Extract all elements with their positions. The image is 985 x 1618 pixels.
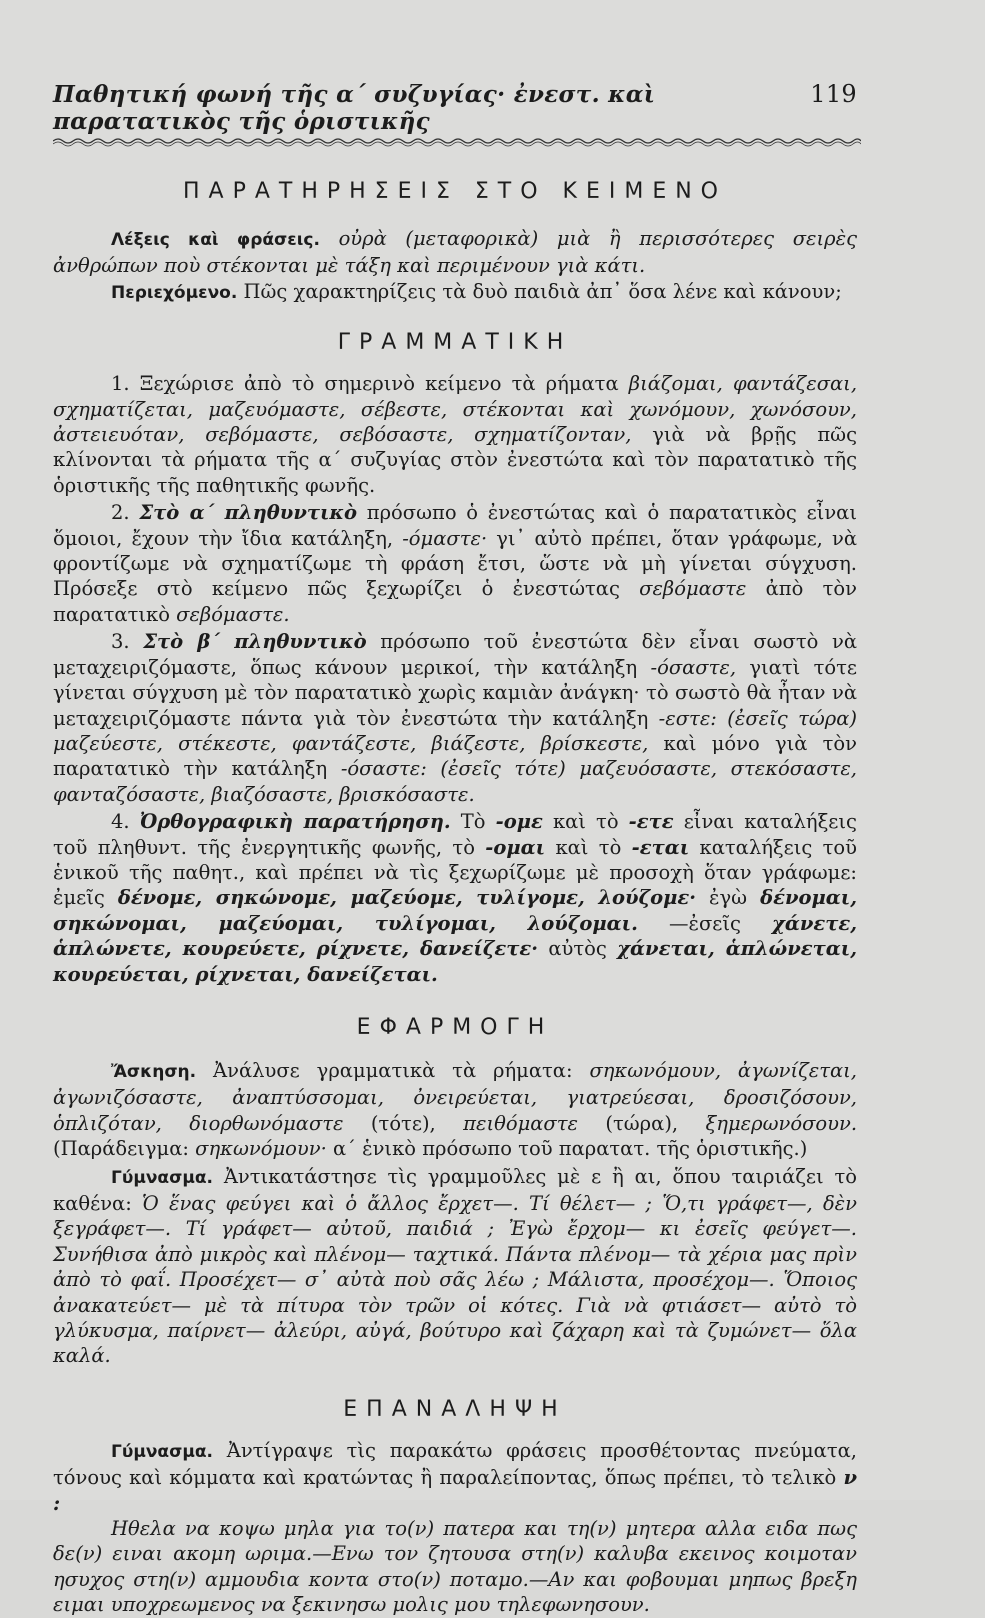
- verb-list: σηκωνόμουν, ἀγωνίζεται, ἀγωνιζόσαστε, ἀναπτύσσομαι, ὀνειρεύεται, γιατρεύεσαι, δροσιζόσουν, ὁπλιζόταν, διορθωνόμαστε: [53, 1058, 857, 1135]
- words-paragraph: [53, 226, 857, 279]
- content-paragraph: [53, 279, 857, 306]
- section-title-observations: ΠΑΡΑΤΗΡΗΣΕΙΣ ΣΤΟ ΚΕΙΜΕΝΟ: [182, 179, 727, 204]
- drill-paragraph: [53, 1164, 857, 1369]
- paragraph-label: Στὸ α΄ πληθυντικὸ: [139, 501, 358, 525]
- paragraph-text: καὶ μόνο γιὰ τὸν παρατατικὸ τὴν κατάληξη: [53, 731, 857, 781]
- drill-label: Γύμνασμα.: [111, 1167, 213, 1188]
- words-text: οὐρὰ (μεταφορικὰ) μιὰ ἢ περισσότερες σειρὲς ἀνθρώπων ποὺ στέκονται μὲ τάξη καὶ περιμένουν γιὰ κάτι.: [53, 227, 857, 278]
- exercise-label: Ἄσκηση.: [111, 1061, 197, 1082]
- content-text: Πῶς χαρακτηρίζεις τὰ δυὸ παιδιὰ ἀπ᾿ ὅσα λένε καὶ κάνουν;: [243, 279, 842, 303]
- paragraph-text: Ἀντίγραψε τὶς παρακάτω φράσεις προσθέτοντας πνεύματα, τόνους καὶ κόμματα καὶ κρατώντας ἢ παραλείποντας, ὅπως πρέπει, τὸ τελικὸ: [53, 1438, 857, 1490]
- paragraph-number: 4.: [111, 810, 130, 834]
- paragraph-number: 1.: [111, 372, 130, 396]
- word-example: σεβόμαστε.: [176, 602, 290, 626]
- paragraph-text: Ἀνάλυσε γραμματικὰ τὰ ρήματα:: [213, 1058, 573, 1082]
- word-example: ξημερωνόσουν.: [705, 1111, 858, 1135]
- grammar-paragraph-3: [53, 629, 857, 807]
- ending-example: -εστε: (ἐσεῖς τώρα) μαζεύεστε, στέκεστε, φαντάζεστε, βιάζεστε, βρίσκεστε,: [53, 706, 857, 755]
- wavy-rule: [53, 137, 861, 147]
- word-example: χάνεται, ἁπλώνεται, κουρεύεται, ρίχνεται, δανείζεται.: [53, 937, 857, 986]
- paragraph-text: Ἀντικατάστησε τὶς γραμμοῦλες μὲ ε ἢ αι, ὅπου ταιριάζει τὸ καθένα:: [53, 1164, 858, 1215]
- word-example: σεβόμαστε: [639, 577, 747, 601]
- page-number: 119: [810, 80, 857, 108]
- paragraph-text: καὶ τὸ: [555, 835, 622, 859]
- paragraph-text: εἶναι καταλήξεις τοῦ πληθυντ. τῆς ἐνεργητικῆς φωνῆς, τὸ: [53, 810, 857, 859]
- paragraph-text: καταλήξεις τοῦ ἑνικοῦ τῆς παθητ., καὶ πρέπει νὰ τὶς ξεχωρίζωμε μὲ προσοχὴ ὅταν γράφωμε: ἐμεῖς: [53, 835, 858, 910]
- ending-example: -ετε: [628, 810, 674, 834]
- paragraph-text: ἐγὼ: [709, 886, 748, 910]
- paragraph-number: 2.: [111, 501, 130, 525]
- ending-example: -όμαστε·: [402, 526, 488, 550]
- section-title-review: ΕΠΑΝΑΛΗΨΗ: [343, 1396, 567, 1422]
- paragraph-label: Στὸ β΄ πληθυντικὸ: [143, 630, 367, 654]
- word-example: δένομαι, σηκώνομαι, μαζεύομαι, τυλίγομαι, λούζομαι.: [53, 886, 857, 935]
- grammar-paragraph-1: [53, 371, 857, 498]
- paragraph-number: 3.: [111, 630, 130, 654]
- paragraph-label: Ὀρθογραφικὴ παρατήρηση.: [139, 810, 451, 834]
- paragraph-text: —ἐσεῖς: [668, 911, 741, 935]
- paragraph-text: Τὸ: [460, 810, 486, 834]
- paragraph-text: γιὰ νὰ βρῇς πῶς κλίνονται τὰ ρήματα τῆς α΄ συζυγίας στὸν ἐνεστώτα καὶ τὸν παρατατικὸ τῆς ὁριστικῆς τῆς παθητικῆς φωνῆς.: [53, 423, 857, 497]
- paragraph-text: (τώρα),: [605, 1111, 679, 1135]
- drill-text: Ηθελα να κοψω μηλα για το(ν) πατερα και τη(ν) μητερα αλλα ειδα πως δε(ν) ειναι ακομη ωριμα.—Ενω τον ζητουσα στη(ν) καλυβα εκεινος κοιμοταν ησυχος στη(ν) αμμουδια κοντα στο(ν) ποταμο.—Αν και φοβουμαι μηπως βρεξη ειμαι υποχρεωμενος να ξεκινησω μολις μου τηλεφωνησουν.: [53, 1517, 857, 1617]
- word-example: χάνετε, ἁπλώνετε, κουρεύετε, ρίχνετε, δανείζετε·: [53, 911, 857, 961]
- review-exercise-text: [53, 1516, 857, 1618]
- final-nu: ν :: [53, 1466, 857, 1515]
- ending-example: -όσαστε: (ἐσεῖς τότε) μαζευόσαστε, στεκόσαστε, φανταζόσαστε, βιαζόσαστε, βρισκόσαστε.: [53, 757, 858, 806]
- words-label: Λέξεις καὶ φράσεις.: [111, 230, 320, 250]
- word-example: δένομε, σηκώνομε, μαζεύομε, τυλίγομε, λούζομε·: [117, 886, 697, 910]
- content-label: Περιεχόμενο.: [111, 282, 238, 303]
- paragraph-text: καὶ τὸ: [552, 810, 619, 834]
- drill-label: Γύμνασμα.: [111, 1441, 213, 1462]
- review-paragraph: [53, 1438, 857, 1516]
- paragraph-text: πρόσωπο τοῦ ἐνεστώτα δὲν εἶναι σωστὸ νὰ μεταχειριζόμαστε, ὅπως κάνουν μερικοί, τὴν κατάληξη: [53, 630, 858, 679]
- running-head-title: Παθητική φωνή τῆς α΄ συζυγίας· ἐνεστ. καὶ παρατατικὸς τῆς ὁριστικῆς: [53, 81, 656, 135]
- paragraph-text: α΄ ἑνικὸ πρόσωπο τοῦ παρατατ. τῆς ὁριστικῆς.): [332, 1137, 808, 1161]
- paragraph-text: αὐτὸς: [548, 937, 607, 961]
- grammar-paragraph-2: [53, 500, 857, 627]
- running-head: [53, 80, 857, 135]
- ending-example: -ομε: [495, 810, 543, 834]
- paragraph-text: Ξεχώρισε ἀπὸ τὸ σημερινὸ κείμενο τὰ ρήματα: [139, 372, 619, 396]
- exercise-paragraph: [53, 1058, 857, 1162]
- ending-example: -εται: [631, 835, 690, 859]
- paragraph-text: ἀπὸ τὸν παρατατικὸ: [53, 577, 858, 626]
- verb-list: βιάζομαι, φαντάζεσαι, σχηματίζεται, μαζευόμαστε, σέβεστε, στέκονται καὶ χωνόμουν, χωνόσουν, ἀστειευόταν, σεβόμαστε, σεβόσαστε, σχηματίζονταν,: [53, 372, 858, 447]
- paragraph-text: (Παράδειγμα:: [53, 1137, 189, 1161]
- word-example: πειθόμαστε: [463, 1111, 578, 1135]
- drill-text: Ὁ ἕνας φεύγει καὶ ὁ ἄλλος ἔρχετ—. Τί θέλετ— ; Ὅ,τι γράφετ—, δὲν ξεγράφετ—. Τί γράφετ— αὐτοῦ, παιδιά ; Ἐγὼ ἔρχομ— κι ἐσεῖς φεύγετ—. Συνήθισα ἀπὸ μικρὸς καὶ πλένομ— ταχτικά. Πάντα πλένομ— τὰ χέρια μας πρὶν ἀπὸ τὸ φαΐ. Προσέχετ— σ᾿ αὐτὰ ποὺ σᾶς λέω ; Μάλιστα, προσέχομ—. Ὅποιος ἀνακατεύετ— μὲ τὰ πίτυρα τὸν τρῶν οἱ κότες. Γιὰ νὰ φτιάσετ— αὐτὸ τὸ γλύκυσμα, παίρνετ— ἀλεύρι, αὐγά, βούτυρο καὶ ζάχαρη καὶ τὰ ζυμώνετ— ὅλα καλά.: [53, 1192, 857, 1368]
- paragraph-text: πρόσωπο ὁ ἐνεστώτας καὶ ὁ παρατατικὸς εἶναι ὅμοιοι, ἔχουν τὴν ἴδια κατάληξη,: [53, 501, 857, 550]
- paragraph-text: γι᾿ αὐτὸ πρέπει, ὅταν γράφωμε, νὰ φροντίζωμε νὰ σχηματίζωμε τὴ φράση ἔτσι, ὥστε νὰ μὴ γίνεται σύγχυση. Πρόσεξε στὸ κείμενο πῶς ξεχωρίζει ὁ ἐνεστώτας: [53, 526, 858, 601]
- grammar-paragraph-4: [53, 809, 857, 987]
- paragraph-text: (τότε),: [370, 1111, 436, 1135]
- paragraph-text: γιατὶ τότε γίνεται σύγχυση μὲ τὸν παρατατικὸ χωρὶς καμιὰν ἀνάγκη· τὸ σωστὸ θὰ ἦταν νὰ μεταχειριζόμαστε πάντα γιὰ τὸν ἐνεστώτα τὴν κατάληξη: [53, 655, 857, 730]
- ending-example: -ομαι: [485, 835, 546, 859]
- word-example: σηκωνόμουν·: [195, 1137, 327, 1161]
- section-title-application: ΕΦΑΡΜΟΓΗ: [356, 1014, 554, 1040]
- section-title-grammar: ΓΡΑΜΜΑΤΙΚΗ: [337, 330, 573, 356]
- ending-example: -όσαστε,: [650, 655, 737, 679]
